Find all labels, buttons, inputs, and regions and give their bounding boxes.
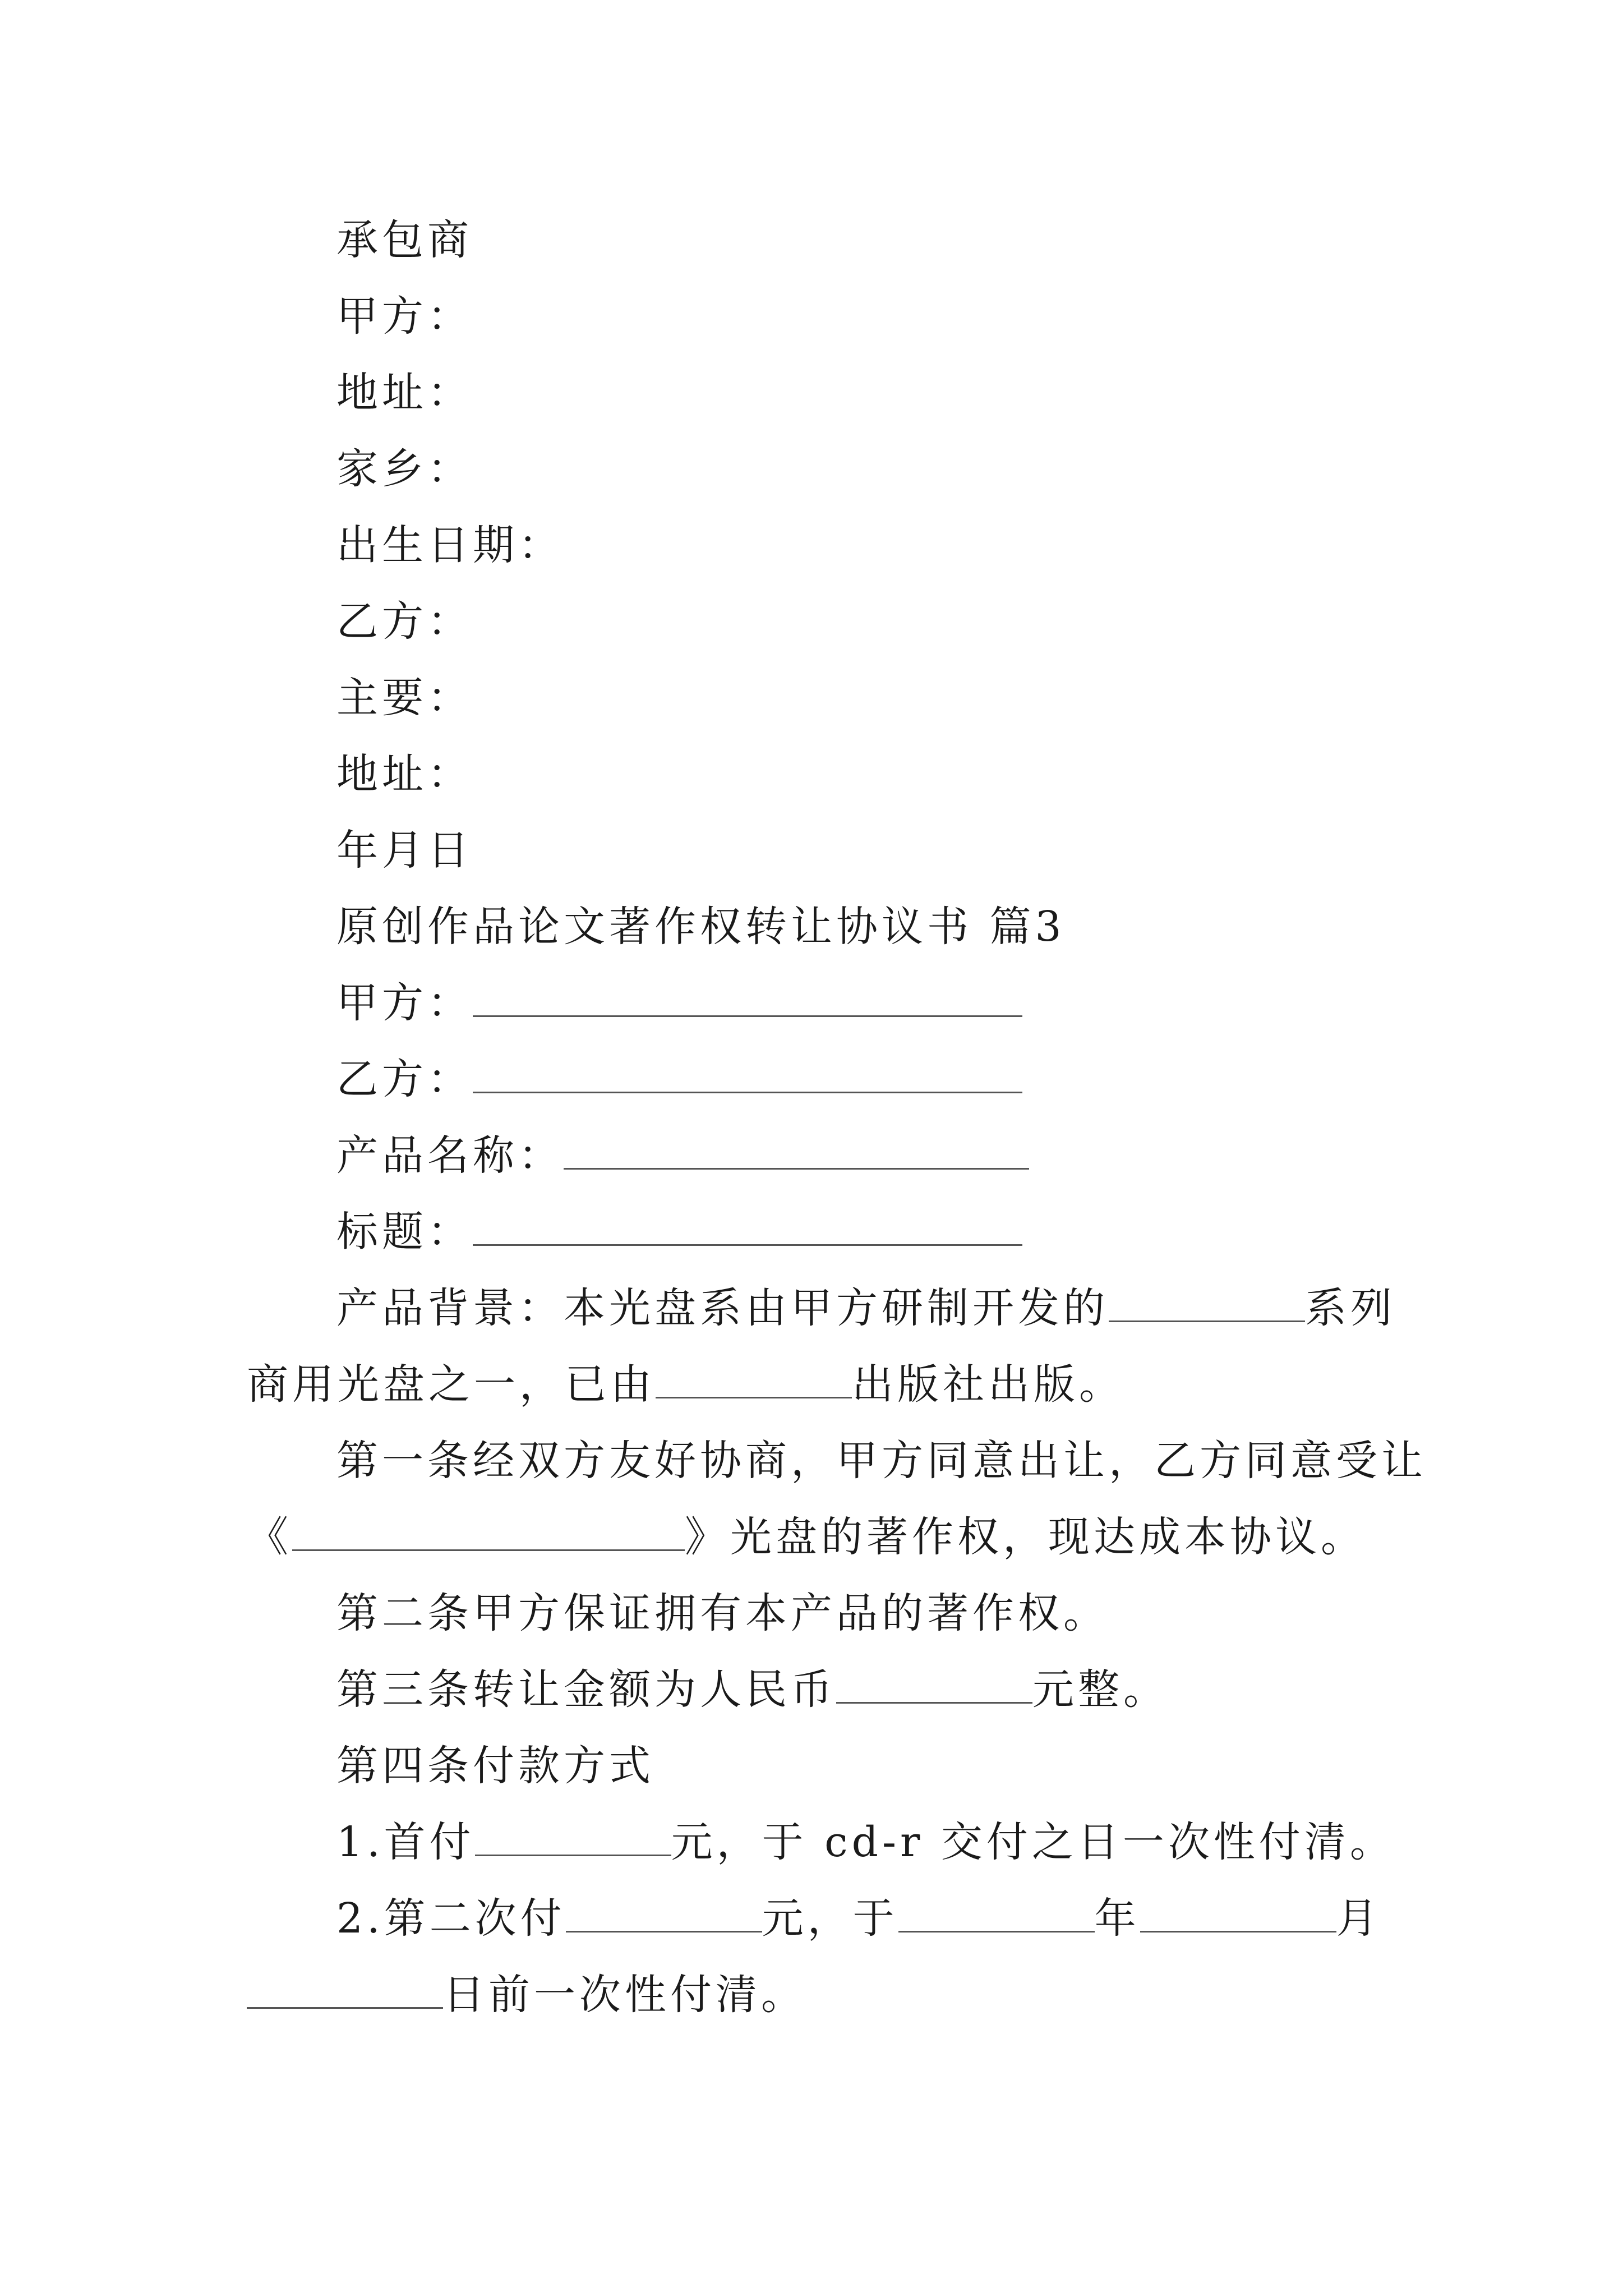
article-3-end: 元整。 bbox=[1032, 1665, 1169, 1714]
form-party-b-label: 乙方： bbox=[336, 1055, 473, 1103]
month-text: 月 bbox=[1336, 1894, 1382, 1943]
second-payment-blank[interactable] bbox=[566, 1897, 762, 1932]
article-1-cont bbox=[247, 1510, 1366, 1564]
article-1-line: 第一条经双方友好协商，甲方同意出让，乙方同意受让 bbox=[336, 1437, 1427, 1485]
party-a-blank[interactable] bbox=[473, 982, 1022, 1017]
birthdate-label: 出生日期： bbox=[336, 521, 564, 569]
main-label: 主要： bbox=[336, 674, 473, 722]
payment-2-mid: 元，于 bbox=[762, 1894, 898, 1943]
series-blank[interactable] bbox=[1109, 1287, 1305, 1322]
party-b-blank[interactable] bbox=[473, 1058, 1022, 1093]
form-title-label: 标题： bbox=[336, 1208, 473, 1256]
disc-title-blank[interactable] bbox=[292, 1516, 685, 1551]
payment-1-text: 1.首付 bbox=[336, 1818, 475, 1866]
payment-1 bbox=[336, 1815, 1395, 1869]
party-a-label: 甲方： bbox=[336, 292, 473, 341]
year-text: 年 bbox=[1094, 1894, 1140, 1943]
payment-2-end: 日前一次性付清。 bbox=[443, 1971, 806, 2019]
product-name-blank[interactable] bbox=[564, 1134, 1029, 1170]
article-3-text: 第三条转让金额为人民币 bbox=[336, 1665, 836, 1714]
party-b-label: 乙方： bbox=[336, 597, 473, 646]
month-blank[interactable] bbox=[1140, 1897, 1336, 1932]
section-title: 原创作品论文著作权转让协议书 篇3 bbox=[336, 903, 1066, 951]
day-blank[interactable] bbox=[247, 1973, 443, 2009]
form-title bbox=[336, 1205, 1022, 1259]
first-payment-blank[interactable] bbox=[475, 1821, 671, 1856]
publisher-blank[interactable] bbox=[656, 1363, 852, 1398]
product-background-cont bbox=[247, 1358, 1124, 1411]
form-product-name bbox=[336, 1129, 1029, 1182]
series-text: 系列 bbox=[1305, 1284, 1396, 1332]
publisher-text: 出版社出版。 bbox=[852, 1360, 1124, 1409]
book-title-open: 《 bbox=[247, 1513, 292, 1561]
contractor-heading: 承包商 bbox=[336, 216, 473, 264]
product-background-line bbox=[336, 1281, 1396, 1335]
form-product-name-label: 产品名称： bbox=[336, 1131, 564, 1180]
address-label-2: 地址： bbox=[336, 750, 473, 798]
background-text: 产品背景：本光盘系由甲方研制开发的 bbox=[336, 1284, 1109, 1332]
payment-2-cont bbox=[247, 1968, 806, 2022]
hometown-label: 家乡： bbox=[336, 445, 473, 493]
article-3 bbox=[336, 1663, 1169, 1717]
article-2: 第二条甲方保证拥有本产品的著作权。 bbox=[336, 1589, 1109, 1637]
payment-1-end: 元，于 cd-r 交付之日一次性付清。 bbox=[671, 1818, 1395, 1866]
form-party-b bbox=[336, 1052, 1022, 1106]
payment-2 bbox=[336, 1892, 1382, 1945]
background-cont-text: 商用光盘之一，已由 bbox=[247, 1360, 656, 1409]
amount-blank[interactable] bbox=[836, 1668, 1032, 1704]
payment-2-text: 2.第二次付 bbox=[336, 1894, 566, 1943]
address-label: 地址： bbox=[336, 369, 473, 417]
form-party-a bbox=[336, 976, 1022, 1030]
form-party-a-label: 甲方： bbox=[336, 979, 473, 1027]
year-blank[interactable] bbox=[898, 1897, 1095, 1932]
title-blank[interactable] bbox=[473, 1211, 1022, 1246]
article-4: 第四条付款方式 bbox=[336, 1742, 654, 1790]
date-label: 年月日 bbox=[336, 826, 473, 875]
article-1-end: 》光盘的著作权，现达成本协议。 bbox=[685, 1513, 1366, 1561]
